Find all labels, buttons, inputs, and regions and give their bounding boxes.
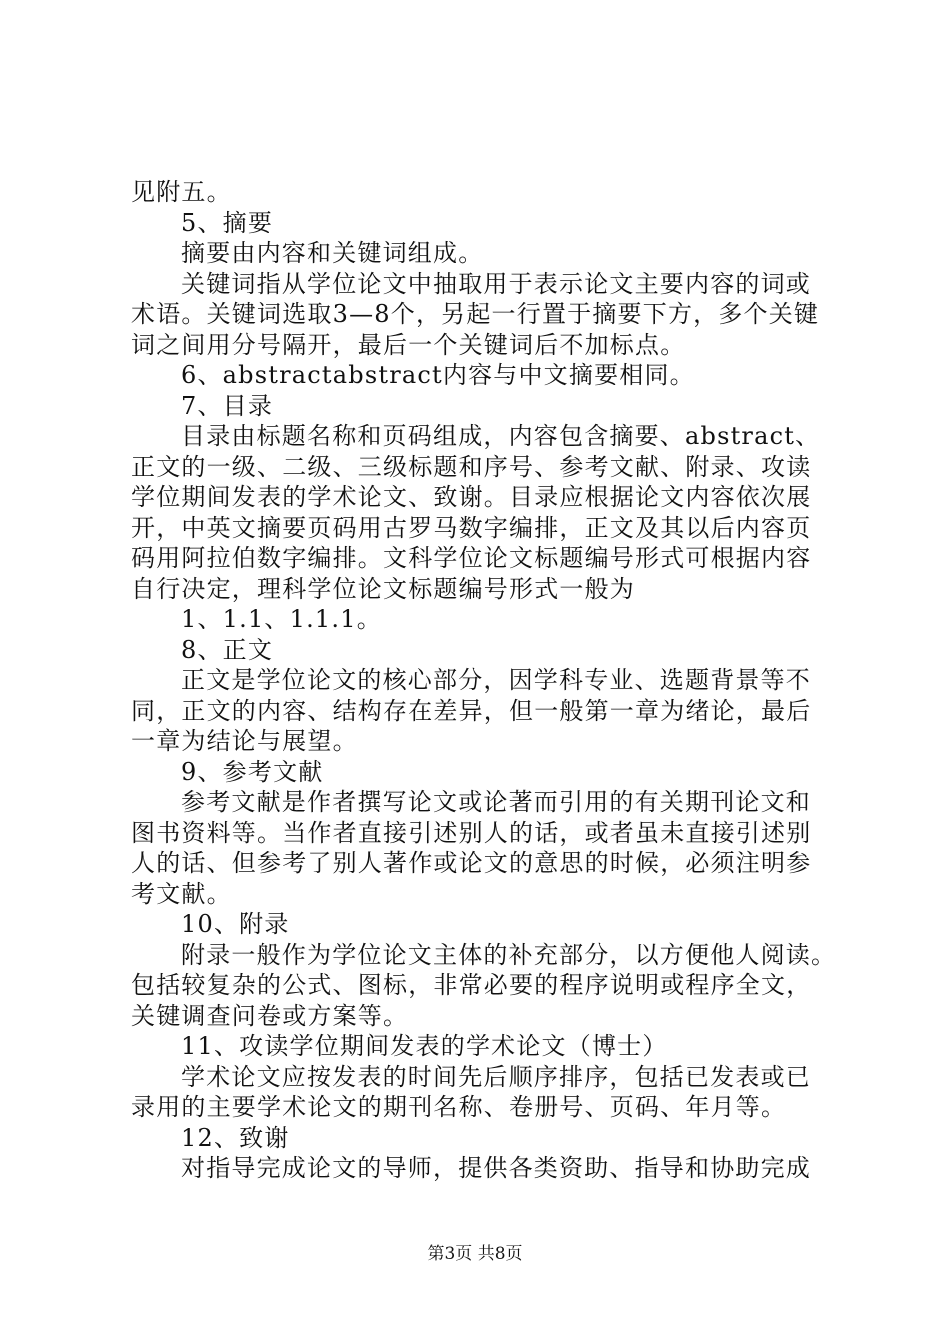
text-line: 目录由标题名称和页码组成，内容包含摘要、abstract、 <box>181 422 821 450</box>
text-line: 码用阿拉伯数字编排。文科学位论文标题编号形式可根据内容 <box>131 544 812 572</box>
text-line: 6、abstractabstract内容与中文摘要相同。 <box>181 361 695 389</box>
text-line: 包括较复杂的公式、图标，非常必要的程序说明或程序全文， <box>131 971 812 999</box>
text-line: 开，中英文摘要页码用古罗马数字编排，正文及其以后内容页 <box>131 513 812 542</box>
text-line: 11、攻读学位期间发表的学术论文（博士） <box>181 1032 668 1060</box>
text-line: 9、参考文献 <box>181 757 324 786</box>
text-line: 8、正文 <box>181 635 274 664</box>
text-line: 关键调查问卷或方案等。 <box>131 1001 409 1030</box>
text-line: 学位期间发表的学术论文、致谢。目录应根据论文内容依次展 <box>131 483 812 511</box>
text-line: 附录一般作为学位论文主体的补充部分，以方便他人阅读。 <box>181 940 837 969</box>
text-line: 关键词指从学位论文中抽取用于表示论文主要内容的词或 <box>181 269 811 298</box>
text-line: 同，正文的内容、结构存在差异，但一般第一章为绪论，最后 <box>131 696 812 725</box>
text-line: 词之间用分号隔开，最后一个关键词后不加标点。 <box>131 330 686 359</box>
text-line: 一章为结论与展望。 <box>131 727 358 755</box>
text-line: 正文是学位论文的核心部分，因学科专业、选题背景等不 <box>181 666 811 694</box>
text-line: 自行决定，理科学位论文标题编号形式一般为 <box>131 574 635 603</box>
text-line: 1、1.1、1.1.1。 <box>181 605 382 633</box>
text-line: 图书资料等。当作者直接引述别人的话，或者虽未直接引述别 <box>131 818 812 847</box>
text-line: 参考文献是作者撰写论文或论著而引用的有关期刊论文和 <box>181 788 811 816</box>
text-line: 对指导完成论文的导师，提供各类资助、指导和协助完成 <box>181 1154 811 1182</box>
text-line: 见附五。 <box>131 178 232 206</box>
text-line: 5、摘要 <box>181 208 274 237</box>
document-body <box>131 177 846 1184</box>
text-line: 录用的主要学术论文的期刊名称、卷册号、页码、年月等。 <box>131 1093 787 1121</box>
text-line: 术语。关键词选取3—8个，另起一行置于摘要下方，多个关键 <box>131 300 820 328</box>
text-line: 12、致谢 <box>181 1123 290 1152</box>
text-line: 7、目录 <box>181 391 274 420</box>
text-line: 正文的一级、二级、三级标题和序号、参考文献、附录、攻读 <box>131 452 812 481</box>
text-line: 考文献。 <box>131 879 232 908</box>
text-line: 摘要由内容和关键词组成。 <box>181 239 484 267</box>
text-line: 学术论文应按发表的时间先后顺序排序，包括已发表或已 <box>181 1062 811 1091</box>
page-footer: 第3页 共8页 <box>427 1244 523 1264</box>
text-line: 10、附录 <box>181 910 290 938</box>
text-line: 人的话、但参考了别人著作或论文的意思的时候，必须注明参 <box>131 849 812 877</box>
